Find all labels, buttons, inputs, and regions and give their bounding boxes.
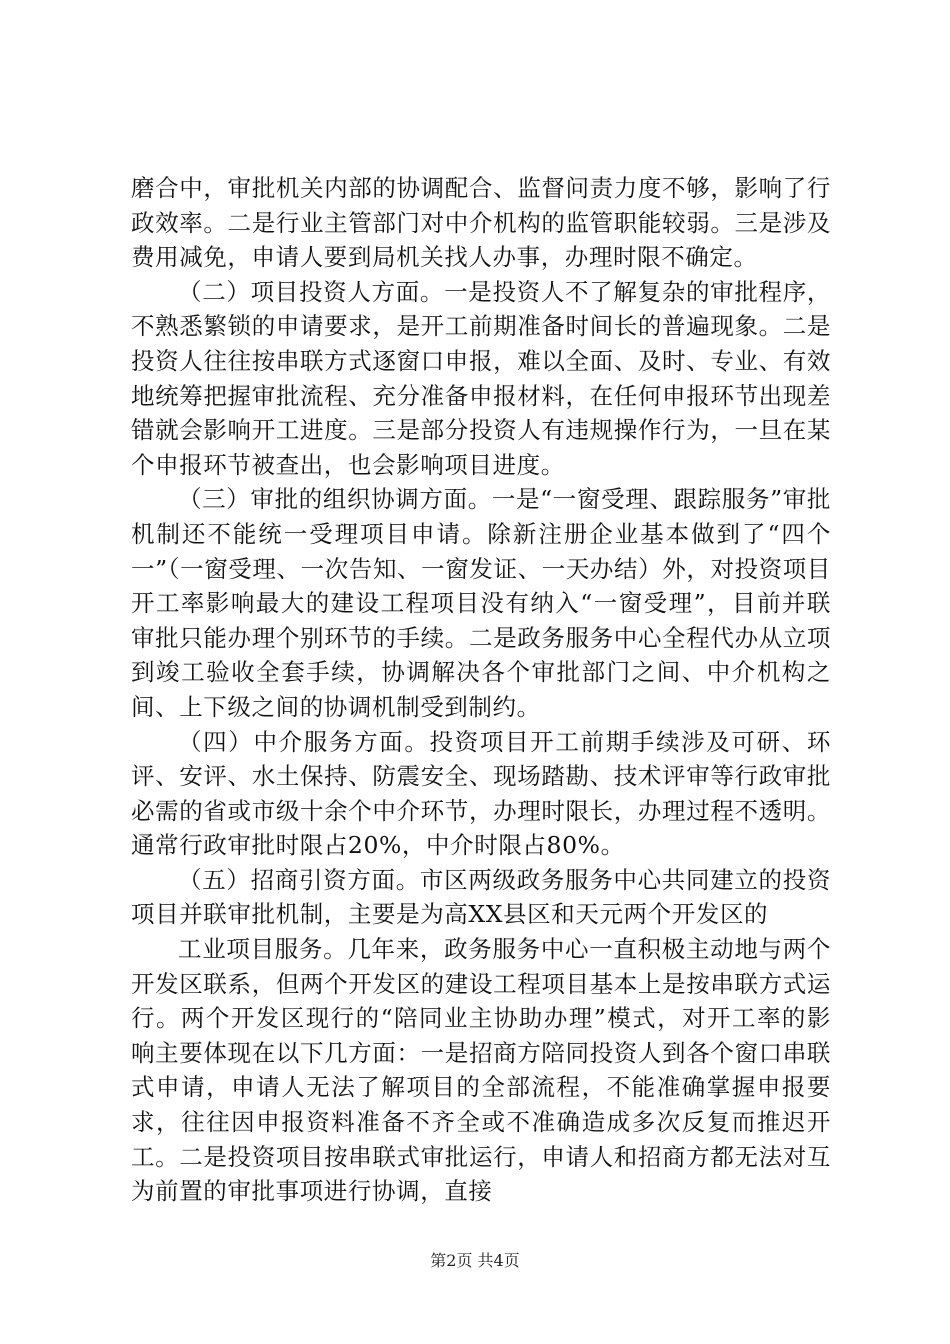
- document-body: [131, 171, 831, 1209]
- paragraph-approval-coordination: （三）审批的组织协调方面。一是“一窗受理、跟踪服务”审批机制还不能统一受理项目申请。除新注册企业基本做到了“四个一”（一窗受理、一次告知、一窗发证、一天办结）外，对投资项目开工率影响最大的建设工程项目没有纳入“一窗受理”，目前并联审批只能办理个别环节的手续。二是政务服务中心全程代办从立项到竣工验收全套手续，协调解决各个审批部门之间、中介机构之间、上下级之间的协调机制受到制约。: [131, 485, 831, 721]
- paragraph-intermediary-service: （四）中介服务方面。投资项目开工前期手续涉及可研、环评、安评、水土保持、防震安全、现场踏勘、技术评审等行政审批必需的省或市级十余个中介环节，办理时限长，办理过程不透明。通常行政审批时限占20%，中介时限占80%。: [131, 727, 831, 860]
- paragraph-project-investor: （二）项目投资人方面。一是投资人不了解复杂的审批程序，不熟悉繁锁的申请要求，是开工前期准备时间长的普遍现象。二是投资人往往按串联方式逐窗口申报，难以全面、及时、专业、有效地统筹把握审批流程、充分准备申报材料，在任何申报环节出现差错就会影响开工进度。三是部分投资人有违规操作行为，一旦在某个申报环节被查出，也会影响项目进度。: [131, 277, 831, 479]
- paragraph-industrial-projects: 工业项目服务。几年来，政务服务中心一直积极主动地与两个开发区联系，但两个开发区的建设工程项目基本上是按串联方式运行。两个开发区现行的“陪同业主协助办理”模式，对开工率的影响主要体现在以下几方面：一是招商方陪同投资人到各个窗口串联式申请，申请人无法了解项目的全部流程，不能准确掌握申报要求，往往因申报资料准备不齐全或不准确造成多次反复而推迟开工。二是投资项目按串联式审批运行，申请人和招商方都无法对互为前置的审批事项进行协调，直接: [131, 935, 831, 1206]
- paragraph-investment-attraction: （五）招商引资方面。市区两级政务服务中心共同建立的投资项目并联审批机制，主要是为高XX县区和天元两个开发区的: [131, 865, 831, 929]
- page-number-label: 第2页 共4页: [430, 1251, 520, 1270]
- page-footer: [0, 1251, 950, 1271]
- paragraph-continued: 磨合中，审批机关内部的协调配合、监督问责力度不够，影响了行政效率。二是行业主管部门对中介机构的监管职能较弱。三是涉及费用减免，申请人要到局机关找人办事，办理时限不确定。: [131, 174, 831, 272]
